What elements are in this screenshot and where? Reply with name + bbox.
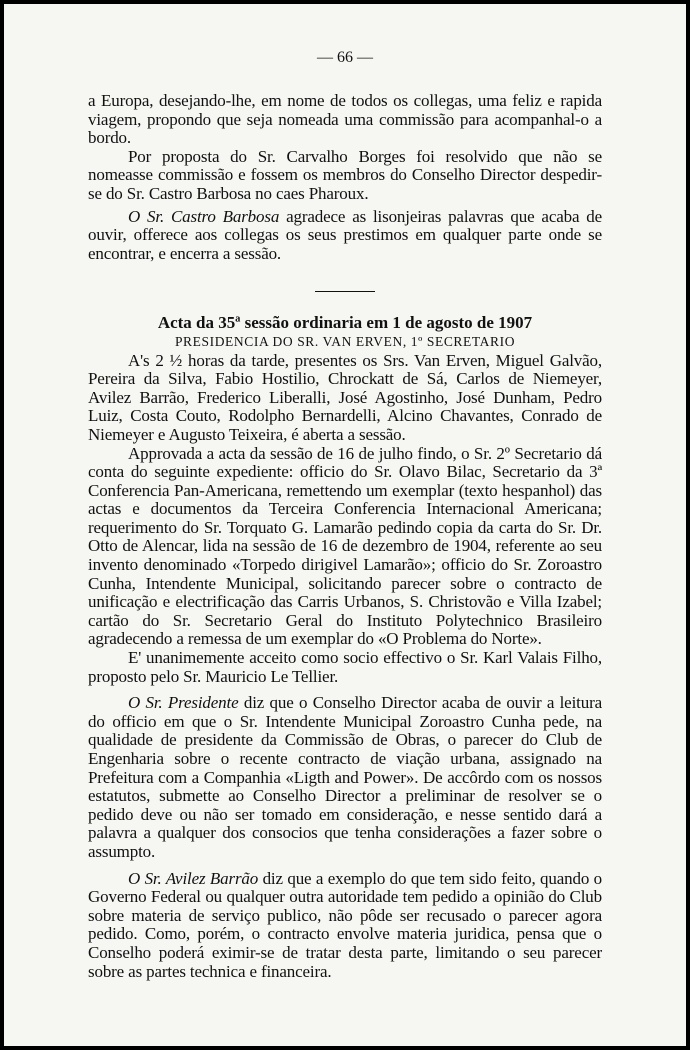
paragraph-attendance: A's 2 ½ horas da tarde, presentes os Srs. Van Erven, Miguel Galvão, Pereira da Silva, Fabio Hostilio, Chrockatt de Sá, Carlos de Niemeyer, Avilez Barrão, Frederico Liberalli, José Agostinho, José Dunham, Pedro Luiz, Costa Couto, Rodolpho Bernardelli, Alcino Chavantes, Conrado de Niemeyer e Augusto Teixeira, é aberta a sessão. (88, 350, 602, 444)
document-page (4, 4, 686, 1046)
presidency-line: PRESIDENCIA DO SR. VAN ERVEN, 1º SECRETARIO (174, 333, 516, 349)
speaker-name: O Sr. Castro Barbosa (128, 206, 280, 226)
closing-text: agradece as lisonjeiras palavras que acaba de ouvir, offerece aos collegas os seus prestimos em qualquer parte onde se encontrar, e encerra a sessão. (88, 206, 602, 263)
speech-text: diz que o Conselho Director acaba de ouvir a leitura do officio em que o Sr. Intendente Municipal Zoroastro Cunha pede, na qualidade de presidente da Commissão de Obras, o parecer do Club de Engenharia sobre o recente contracto de viação urbana, assignado na Prefeitura com a Companhia «Ligth and Power». De accôrdo com os nossos estatutos, submette ao Conselho Director a preliminar de resolver se o pedido deve ou não ser tomado em consideração, e nesse sentido dará a palavra a qualquer dos consocios que tenha considerações a fazer sobre o assumpto. (88, 693, 602, 861)
paragraph-continued: a Europa, desejando-lhe, em nome de todos os collegas, uma feliz e rapida viagem, propondo que seja nomeada uma commissão para acompanhal-o a bordo. (88, 91, 602, 148)
section-divider (315, 291, 375, 292)
speaker-name: O Sr. Avilez Barrão (128, 868, 259, 888)
section-heading: Acta da 35ª sessão ordinaria em 1 de agosto de 1907 (157, 313, 533, 333)
paragraph-closing (88, 208, 602, 264)
paragraph-president-speech (88, 694, 602, 861)
body-text (88, 92, 602, 981)
paragraph-correspondence: Approvada a acta da sessão de 16 de julho findo, o Sr. 2º Secretario dá conta do seguinte expediente: officio do Sr. Olavo Bilac, Secretario da 3ª Conferencia Pan-Americana, remettendo um exemplar (texto hespanhol) das actas e documentos da Terceira Conferencia Internacional Americana; requerimento do Sr. Torquato G. Lamarão pedindo copia da carta do Sr. Dr. Otto de Alencar, lida na sessão de 16 de dezembro de 1904, referente ao seu invento denominado «Torpedo dirigivel Lamarão»; officio do Sr. Zoroastro Cunha, Intendente Municipal, solicitando parecer sobre o contracto de unificação e electrificação das Carris Urbanos, S. Christovão e Villa Izabel; cartão do Sr. Secretario Geral do Instituto Polytechnico Brasileiro agradecendo a remessa de um exemplar do «O Problema do Norte». (88, 443, 602, 649)
paragraph-avilez-speech (88, 870, 602, 982)
paragraph-new-member: E' unanimemente acceito como socio effectivo o Sr. Karl Valais Filho, proposto pelo Sr. Mauricio Le Tellier. (88, 648, 602, 686)
speaker-name: O Sr. Presidente (128, 693, 239, 713)
speech-text: diz que a exemplo do que tem sido feito, quando o Governo Federal ou qualquer outra autoridade tem pedido a opinião do Club sobre materia de serviço publico, não pôde ser recusado o parecer agora pedido. Como, porém, o contracto envolve materia juridica, pensa que o Conselho poderá eximir-se de tratar desta parte, limitando o seu parecer sobre as partes technica e financeira. (88, 868, 602, 981)
page-number: — 66 — (317, 49, 373, 66)
paragraph-proposal: Por proposta do Sr. Carvalho Borges foi resolvido que não se nomeasse commissão e fossem os membros do Conselho Director despedir-se do Sr. Castro Barbosa no caes Pharoux. (88, 146, 602, 203)
